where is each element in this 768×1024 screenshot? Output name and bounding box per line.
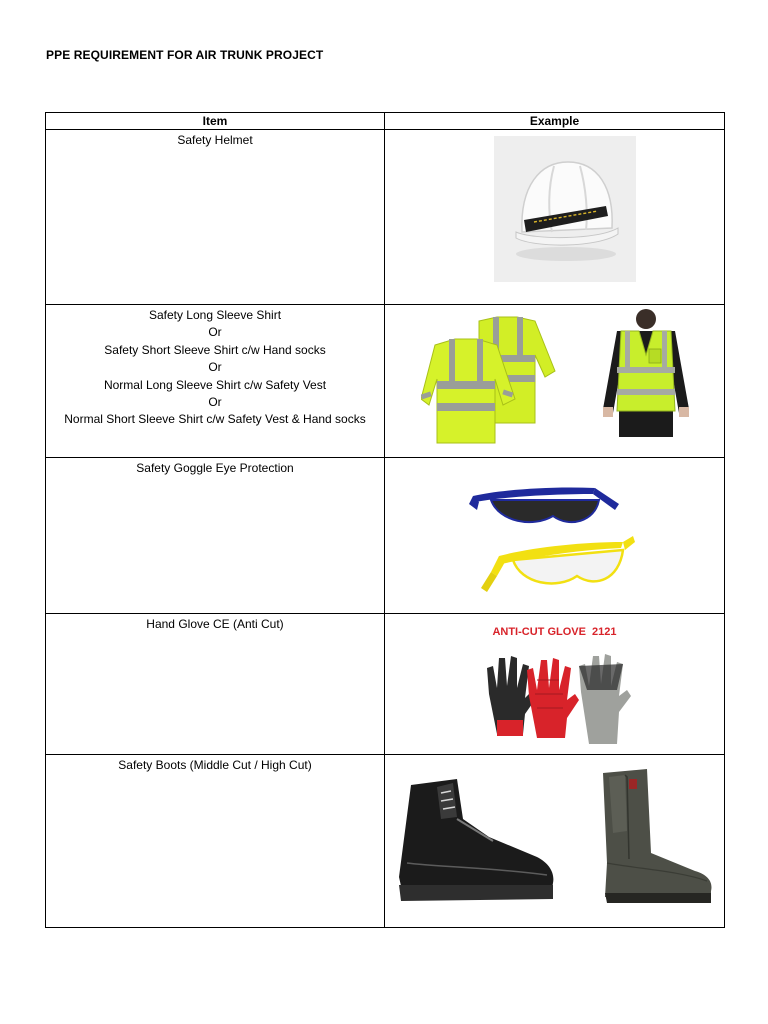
item-line: Safety Helmet [177,133,253,147]
item-cell [46,614,385,755]
item-cell [46,305,385,458]
item-line: Safety Goggle Eye Protection [136,461,294,475]
ppe-table [45,112,725,928]
hi-vis-shirt-image [421,315,561,447]
table-header-row [46,113,725,130]
item-line: Or [208,360,222,375]
safety-vest-image [599,309,693,445]
example-cell [385,305,725,458]
example-cell [385,458,725,614]
example-cell [385,614,725,755]
item-line: Safety Long Sleeve Shirt [148,308,282,322]
example-cell [385,130,725,305]
item-line: Safety Short Sleeve Shirt c/w Hand socks [104,342,326,357]
item-cell [46,458,385,614]
middle-cut-boot-image [397,767,561,907]
header-example: Example [385,113,725,130]
example-cell [385,755,725,928]
item-line: Normal Short Sleeve Shirt c/w Safety Vest & Hand socks [64,412,366,427]
item-line: Or [208,325,222,340]
table-row [46,130,725,305]
item-cell [46,755,385,928]
anti-cut-gloves-image [483,650,633,746]
item-line: Hand Glove CE (Anti Cut) [146,617,284,631]
table-row [46,305,725,458]
item-cell [46,130,385,305]
header-item: Item [46,113,385,130]
document-title: PPE REQUIREMENT FOR AIR TRUNK PROJECT [46,48,324,62]
item-line: Safety Boots (Middle Cut / High Cut) [118,758,312,772]
safety-goggles-image [469,476,635,606]
table-row [46,755,725,928]
item-line: Or [208,395,222,410]
safety-helmet-image [494,136,636,282]
table-row [46,458,725,614]
item-line: Normal Long Sleeve Shirt c/w Safety Vest [103,377,327,392]
table-row [46,614,725,755]
glove-caption: ANTI-CUT GLOVE 2121 [492,626,617,638]
high-cut-boot-image [599,767,715,907]
